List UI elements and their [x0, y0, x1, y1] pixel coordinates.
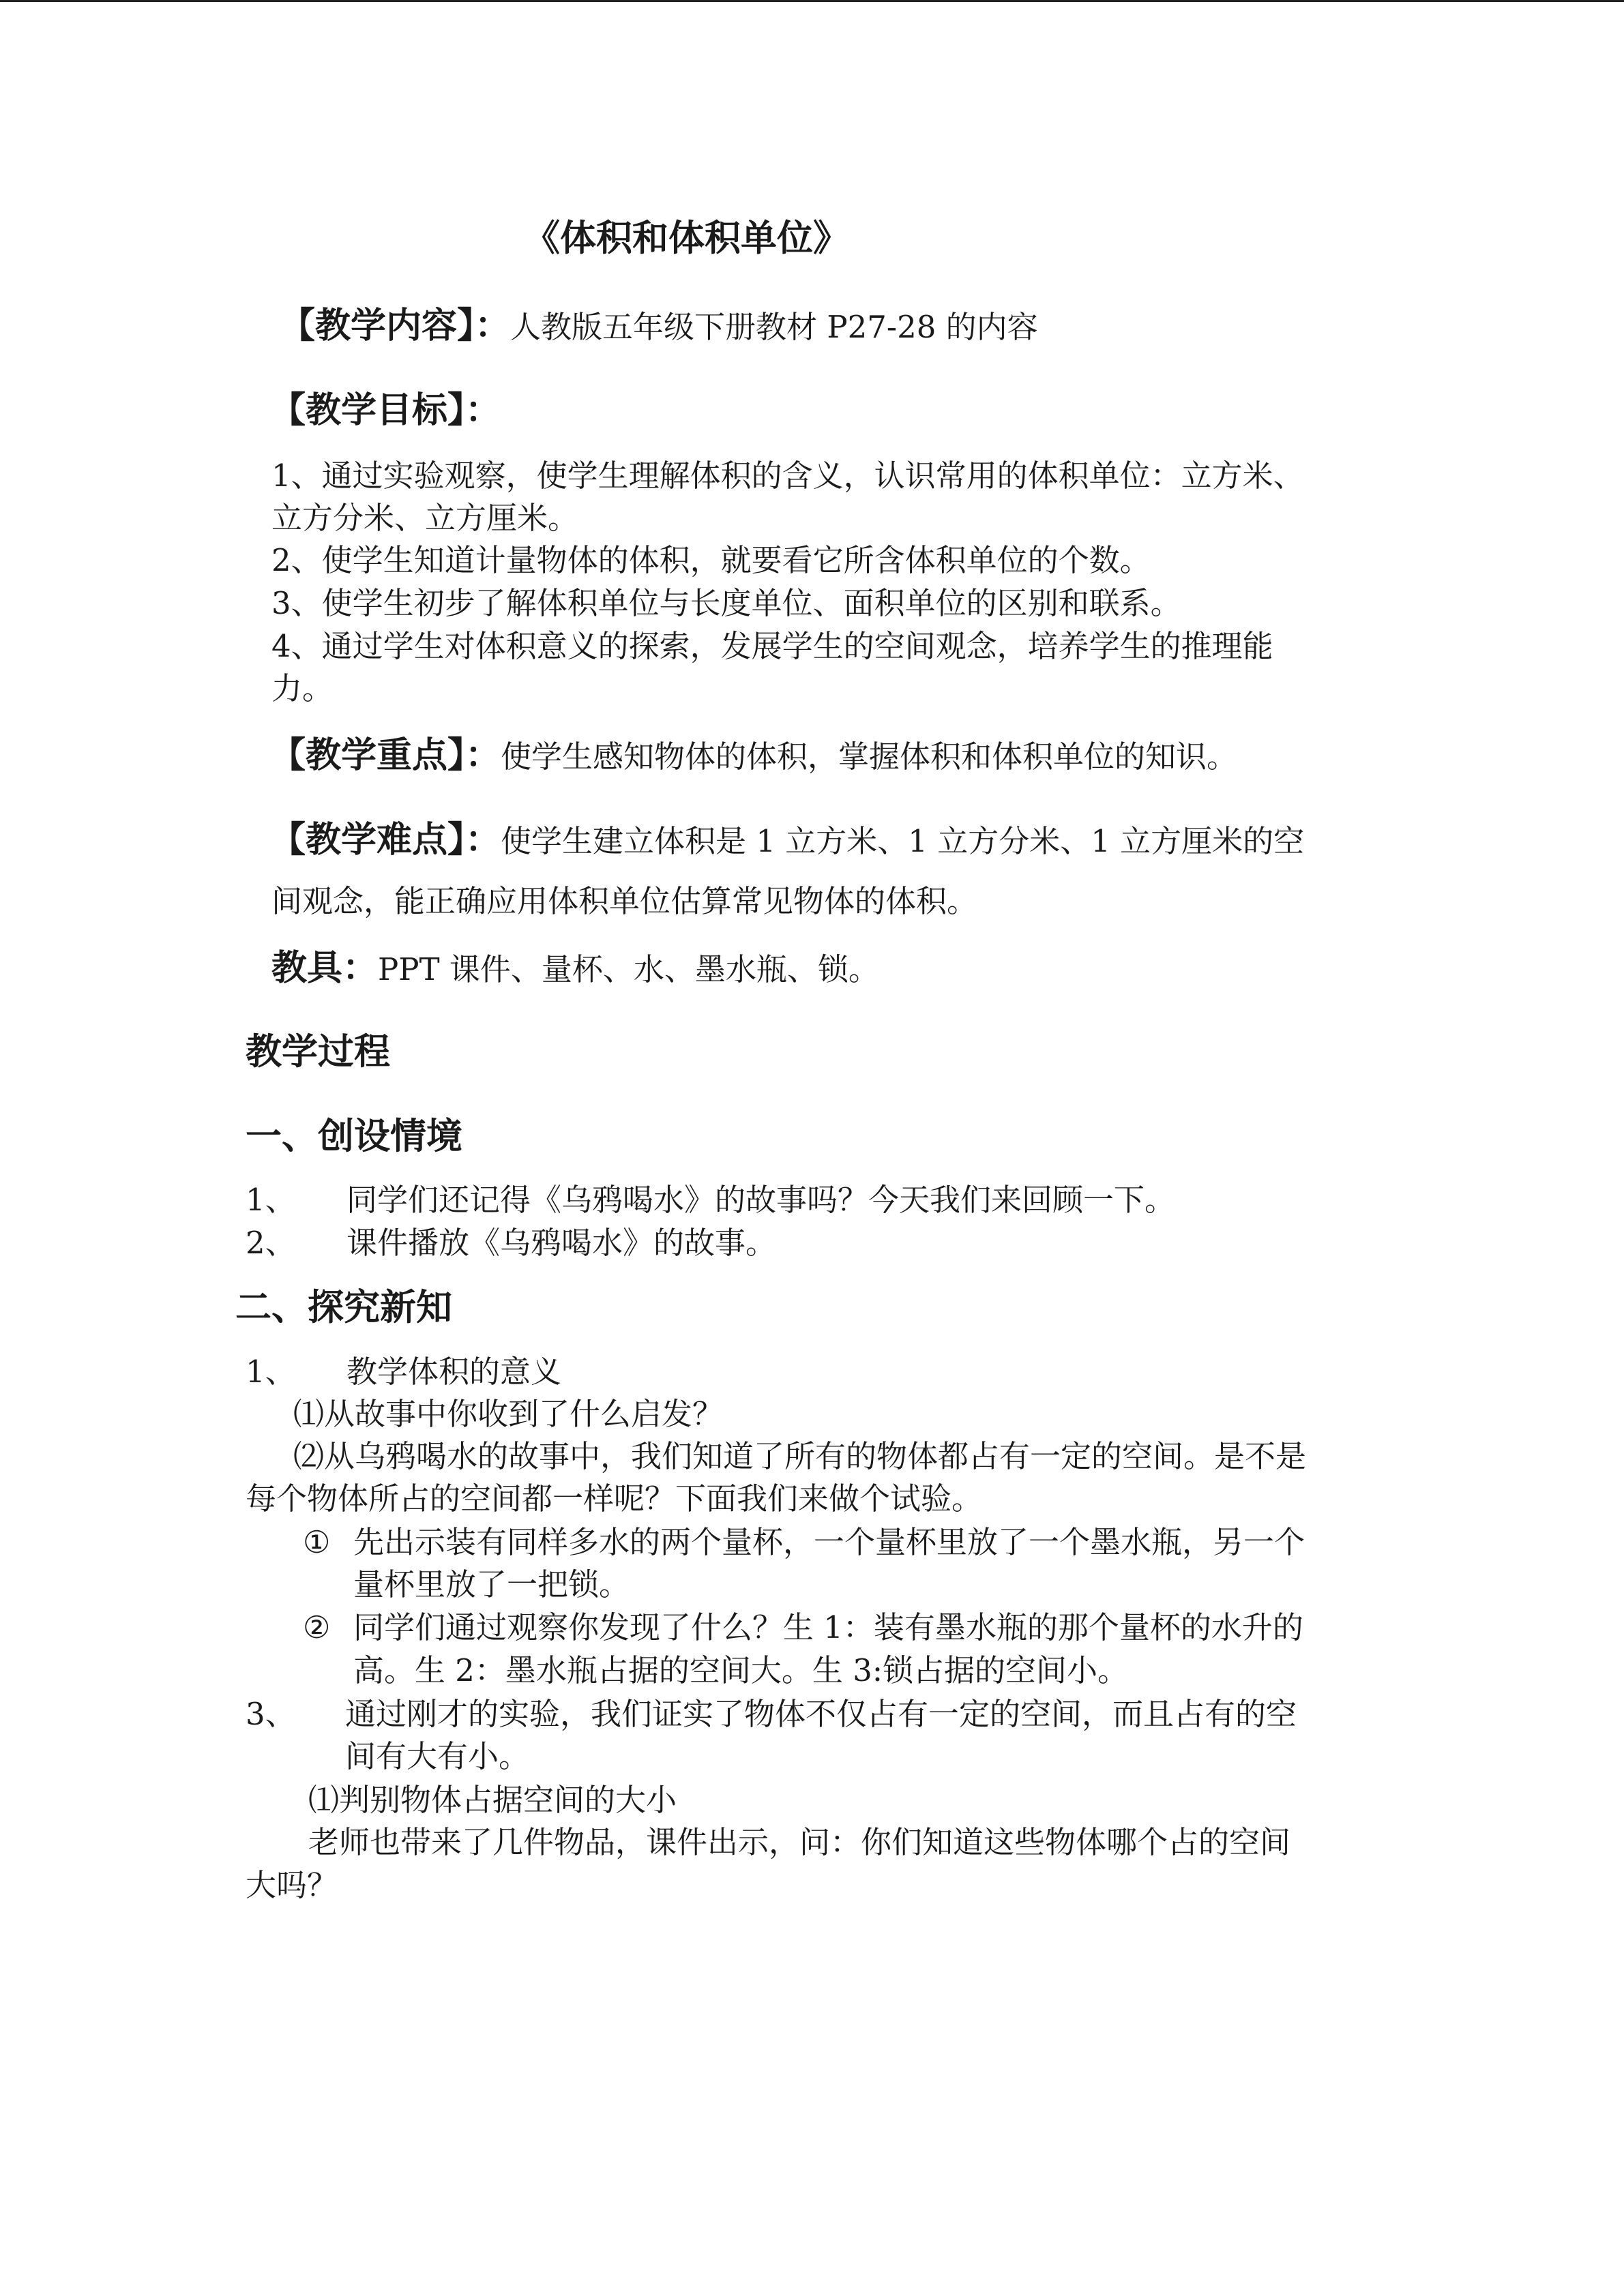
- goal-line-1: 1、通过实验观察，使学生理解体积的含义，认识常用的体积单位：立方米、: [271, 458, 1304, 494]
- tools-label: 教具：: [271, 948, 379, 989]
- goal-line-2: 立方分米、立方厘米。: [271, 500, 579, 536]
- content-text: 人教版五年级下册教材 P27-28 的内容: [510, 309, 1038, 345]
- doc-title: 《体积和体积单位》: [524, 218, 849, 259]
- page-top-border: [0, 0, 1624, 2]
- goal-line-6: 力。: [271, 670, 334, 706]
- section2-item-1: [246, 1352, 562, 1392]
- circle-item-2-line-2: 高。生 2：墨水瓶占据的空间大。生 3:锁占据的空间小。: [353, 1652, 1129, 1688]
- section2-item-3-line-2: 间有大有小。: [345, 1738, 530, 1774]
- key-point-line: [270, 735, 1237, 777]
- key-point-text: 使学生感知物体的体积，掌握体积和体积单位的知识。: [501, 739, 1238, 775]
- content-line: [280, 305, 1038, 348]
- difficulty-label: 【教学难点】：: [270, 820, 501, 861]
- section2-item-1-text: 教学体积的意义: [346, 1354, 562, 1390]
- difficulty-text-2: 间观念，能正确应用体积单位估算常见物体的体积。: [271, 883, 978, 919]
- section2-title: 二、探究新知: [235, 1287, 452, 1328]
- circle-item-1-line-2: 量杯里放了一把锁。: [353, 1566, 630, 1602]
- section2-item-3-line-1: 通过刚才的实验，我们证实了物体不仅占有一定的空间，而且占有的空: [345, 1696, 1297, 1732]
- section2-item-3-num: 3、: [246, 1696, 296, 1732]
- question-2-line-2: 每个物体所占的空间都一样呢？下面我们来做个试验。: [246, 1480, 983, 1517]
- goal-line-4: 3、使学生初步了解体积单位与长度单位、面积单位的区别和联系。: [271, 585, 1181, 621]
- process-title: 教学过程: [246, 1031, 390, 1073]
- difficulty-text: 使学生建立体积是 1 立方米、1 立方分米、1 立方厘米的空: [501, 823, 1305, 859]
- section1-item-2-text: 课件播放《乌鸦喝水》的故事。: [346, 1225, 777, 1261]
- circle-item-1-line-1: 先出示装有同样多水的两个量杯，一个量杯里放了一个墨水瓶，另一个: [353, 1524, 1305, 1560]
- paragraph-line-2: 大吗？: [246, 1867, 338, 1903]
- tools-line: [271, 948, 879, 990]
- section1-item-1-text: 同学们还记得《乌鸦喝水》的故事吗？今天我们来回顾一下。: [346, 1182, 1176, 1218]
- content-label: 【教学内容】：: [280, 305, 511, 346]
- tools-text: PPT 课件、量杯、水、墨水瓶、锁。: [378, 951, 879, 987]
- section1-title: 一、创设情境: [246, 1116, 462, 1157]
- section2-item-1-num: 1、: [246, 1354, 296, 1390]
- circle-item-1-mark: ①: [303, 1524, 331, 1560]
- goals-label: 【教学目标】：: [270, 390, 501, 431]
- key-point-label: 【教学重点】：: [270, 735, 501, 776]
- question-1: ⑴从故事中你收到了什么启发？: [293, 1396, 724, 1432]
- section1-item-2: [246, 1223, 777, 1264]
- sub-point-1: ⑴判别物体占据空间的大小: [308, 1782, 677, 1818]
- circle-item-2-line-1: 同学们通过观察你发现了什么？生 1：装有墨水瓶的那个量杯的水升的: [353, 1609, 1303, 1645]
- question-2-line-1: ⑵从乌鸦喝水的故事中，我们知道了所有的物体都占有一定的空间。是不是: [293, 1438, 1307, 1474]
- section1-item-1: [246, 1180, 1176, 1221]
- circle-item-2-mark: ②: [303, 1609, 331, 1645]
- difficulty-line: [270, 820, 1304, 862]
- goal-line-3: 2、使学生知道计量物体的体积，就要看它所含体积单位的个数。: [271, 542, 1151, 578]
- paragraph-line-1: 老师也带来了几件物品，课件出示，问：你们知道这些物体哪个占的空间: [308, 1824, 1291, 1860]
- section1-item-2-num: 2、: [246, 1225, 296, 1261]
- goal-line-5: 4、通过学生对体积意义的探索，发展学生的空间观念，培养学生的推理能: [271, 628, 1273, 664]
- section1-item-1-num: 1、: [246, 1182, 296, 1218]
